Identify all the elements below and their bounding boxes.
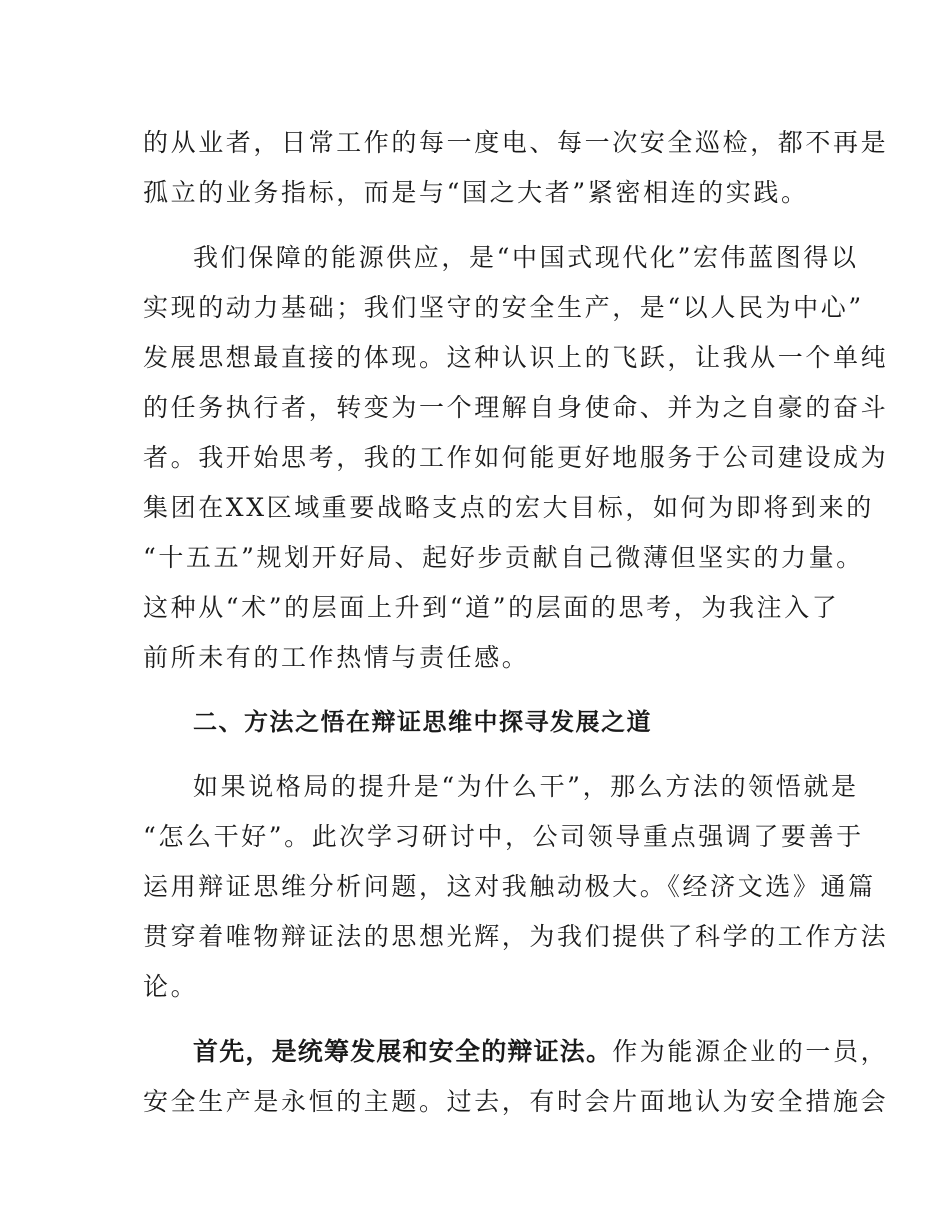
para4-line-2: 安全生产是永恒的主题。过去，有时会片面地认为安全措施会	[143, 1087, 889, 1116]
para1-line-1: 的从业者，日常工作的每一度电、每一次安全巡检，都不再是	[143, 128, 889, 157]
para2-line-7: “十五五”规划开好局、起好步贡献自己微薄但坚实的力量。	[143, 543, 864, 572]
para2-line-6: 集团在XX区域重要战略支点的宏大目标，如何为即将到来的	[143, 493, 874, 522]
para2-line-9: 前所未有的工作热情与责任感。	[143, 643, 530, 672]
para2-line-2: 实现的动力基础；我们坚守的安全生产，是“以人民为中心”	[143, 293, 864, 322]
para3-line-4: 贯穿着唯物辩证法的思想光辉，为我们提供了科学的工作方法	[143, 922, 889, 951]
para4-line-1	[193, 1037, 889, 1067]
para4-bold-lead: 首先，是统筹发展和安全的辩证法。	[193, 1037, 613, 1066]
para2-line-3: 发展思想最直接的体现。这种认识上的飞跃，让我从一个单纯	[143, 343, 889, 372]
section-heading: 二、方法之悟在辩证思维中探寻发展之道	[193, 708, 652, 736]
para3-line-2: “怎么干好”。此次学习研讨中，公司领导重点强调了要善于	[143, 822, 864, 851]
para3-line-1: 如果说格局的提升是“为什么干”，那么方法的领悟就是	[193, 772, 859, 801]
para2-line-5: 者。我开始思考，我的工作如何能更好地服务于公司建设成为	[143, 443, 889, 472]
para4-line-1-rest: 作为能源企业的一员，	[612, 1037, 889, 1066]
para2-line-4: 的任务执行者，转变为一个理解自身使命、并为之自豪的奋斗	[143, 393, 889, 422]
para3-line-5: 论。	[143, 972, 199, 1001]
para2-line-8: 这种从“术”的层面上升到“道”的层面的思考，为我注入了	[143, 593, 840, 622]
para2-line-1: 我们保障的能源供应，是“中国式现代化”宏伟蓝图得以	[193, 243, 859, 272]
para3-line-3: 运用辩证思维分析问题，这对我触动极大。《经济文选》通篇	[143, 872, 876, 901]
para1-line-2: 孤立的业务指标，而是与“国之大者”紧密相连的实践。	[143, 178, 809, 207]
